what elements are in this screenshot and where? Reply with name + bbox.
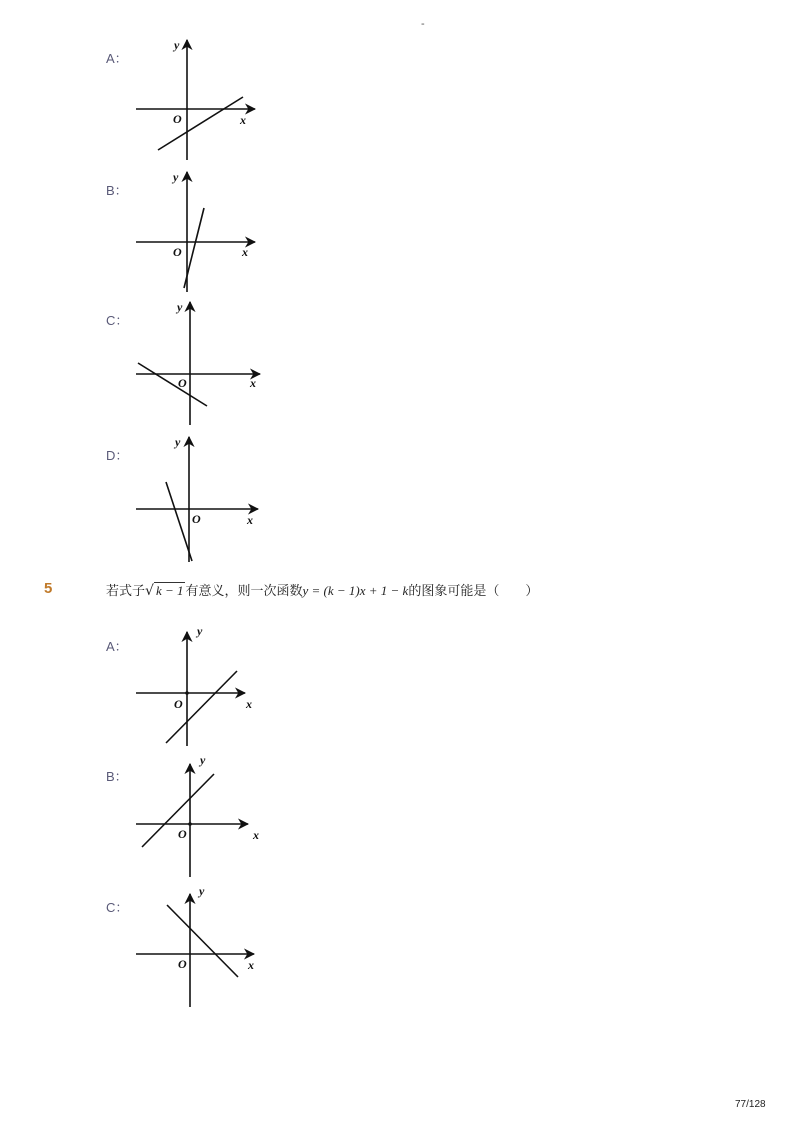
sqrt-expression bbox=[145, 583, 185, 599]
q5-option-a-label[interactable]: A： bbox=[106, 639, 128, 654]
origin-label: O bbox=[192, 512, 201, 526]
question-text bbox=[106, 580, 538, 599]
origin-label: O bbox=[178, 376, 187, 390]
option-b-graph[interactable] bbox=[130, 162, 270, 297]
x-axis-label: x bbox=[250, 376, 256, 390]
x-axis-label: x bbox=[253, 828, 259, 842]
origin-label: O bbox=[178, 827, 187, 841]
origin-label: O bbox=[173, 112, 182, 126]
x-axis-label: x bbox=[246, 697, 252, 711]
x-axis-label: x bbox=[242, 245, 248, 259]
option-b-label[interactable]: B： bbox=[106, 183, 128, 198]
option-c-label[interactable]: C： bbox=[106, 313, 129, 328]
y-axis-label: y bbox=[177, 300, 183, 314]
question-text-before: 若式子 bbox=[106, 583, 146, 598]
option-d-graph[interactable] bbox=[130, 427, 270, 565]
question-text-mid: 有意义，则一次函数 bbox=[185, 583, 303, 598]
page-number: 77/128 bbox=[735, 1099, 766, 1110]
y-axis-label: y bbox=[199, 884, 205, 898]
option-a-label[interactable]: A： bbox=[106, 51, 128, 66]
function-line bbox=[138, 363, 207, 406]
question-text-after: 的图象可能是（ ） bbox=[408, 583, 539, 598]
y-axis-label: y bbox=[197, 624, 203, 638]
origin-label: O bbox=[173, 245, 182, 259]
function-line bbox=[158, 97, 243, 150]
q5-option-b-graph[interactable] bbox=[130, 750, 270, 880]
x-axis-label: x bbox=[240, 113, 246, 127]
origin-label: O bbox=[178, 957, 187, 971]
option-a-graph[interactable] bbox=[130, 30, 270, 165]
function-formula: y = (k − 1)x + 1 − k bbox=[302, 583, 409, 598]
header-dash: - bbox=[421, 18, 425, 30]
q5-option-c-graph[interactable] bbox=[130, 880, 270, 1010]
radicand: k − 1 bbox=[155, 583, 184, 598]
x-axis-label: x bbox=[248, 958, 254, 972]
sqrt-icon: √ bbox=[145, 583, 154, 599]
origin-label: O bbox=[174, 697, 183, 711]
origin-point bbox=[185, 691, 189, 695]
y-axis-label: y bbox=[174, 38, 180, 52]
option-c-graph[interactable] bbox=[130, 292, 270, 427]
y-axis-label: y bbox=[175, 435, 181, 449]
x-axis-label: x bbox=[247, 513, 253, 527]
function-line bbox=[166, 482, 192, 561]
q5-option-c-label[interactable]: C： bbox=[106, 900, 129, 915]
option-d-label[interactable]: D： bbox=[106, 448, 129, 463]
question-number: 5 bbox=[44, 580, 53, 597]
q5-option-b-label[interactable]: B： bbox=[106, 769, 128, 784]
y-axis-label: y bbox=[200, 753, 206, 767]
origin-point bbox=[188, 822, 192, 826]
y-axis-label: y bbox=[173, 170, 179, 184]
q5-option-a-graph[interactable] bbox=[130, 620, 270, 750]
